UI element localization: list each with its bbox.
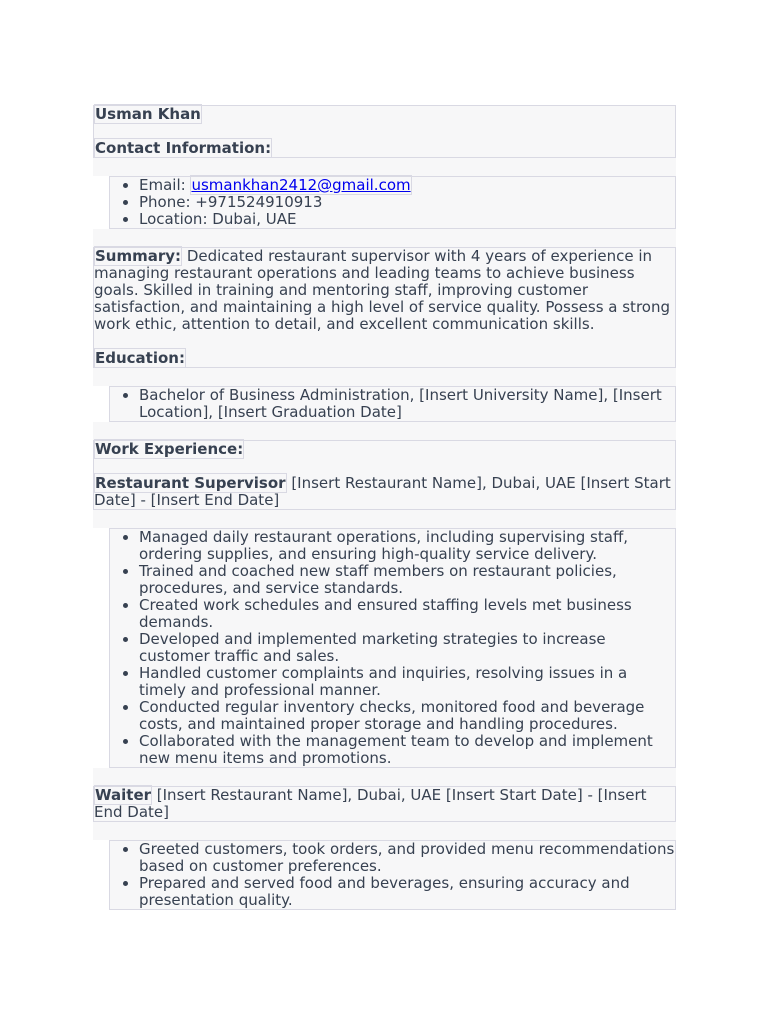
email-link[interactable]: usmankhan2412@gmail.com [191, 176, 411, 194]
summary-text: Dedicated restaurant supervisor with 4 years of experience in managing restaurant operations and leading teams to achieve business goals. Skilled in training and mentoring staff, improving customer satisfaction, and maintaining a high level of service quality. Possess a strong work ethic, attention to detail, and excellent communication skills. [94, 247, 670, 333]
supervisor-duties-list [109, 528, 676, 768]
contact-email-item [139, 177, 675, 194]
candidate-name: Usman Khan [95, 105, 201, 123]
list-item: • Trained and coached new staff members on restaurant policies, procedures, and service standards. [139, 563, 675, 597]
contact-list [109, 176, 676, 229]
list-item: • Created work schedules and ensured staffing levels met business demands. [139, 597, 675, 631]
list-item: • Greeted customers, took orders, and provided menu recommendations based on customer preferences. [139, 841, 675, 875]
email-label: Email: [139, 176, 191, 194]
list-item: • Managed daily restaurant operations, including supervising staff, ordering supplies, and ensuring high-quality service delivery. [139, 529, 675, 563]
education-item: • Bachelor of Business Administration, [Insert University Name], [Insert Location], [Insert Graduation Date] [139, 387, 675, 421]
list-item: • Conducted regular inventory checks, monitored food and beverage costs, and maintained proper storage and handling procedures. [139, 699, 675, 733]
summary-heading: Summary: [95, 247, 182, 265]
contact-heading-line [94, 140, 675, 157]
list-item: • Developed and implemented marketing strategies to increase customer traffic and sales. [139, 631, 675, 665]
contact-heading: Contact Information: [95, 139, 272, 157]
list-item: • Handled customer complaints and inquiries, resolving issues in a timely and professional manner. [139, 665, 675, 699]
education-heading: Education: [95, 349, 185, 367]
contact-phone-item: • Phone: +971524910913 [139, 194, 675, 211]
summary-block [93, 247, 676, 368]
work-header-block [93, 440, 676, 510]
work-heading-line [94, 441, 675, 458]
job-line-waiter [94, 787, 675, 821]
waiter-duties-list [109, 840, 676, 910]
job-details-supervisor: [Insert Restaurant Name], Dubai, UAE [Insert Start Date] - [Insert End Date] [94, 474, 671, 509]
job-title-supervisor: Restaurant Supervisor [95, 474, 286, 492]
job-title-waiter: Waiter [95, 786, 152, 804]
list-item: • Collaborated with the management team to develop and implement new menu items and promotions. [139, 733, 675, 767]
work-heading: Work Experience: [95, 440, 244, 458]
education-list [109, 386, 676, 422]
list-item: • Prepared and served food and beverages, ensuring accuracy and presentation quality. [139, 875, 675, 909]
job-line-supervisor [94, 475, 675, 509]
education-heading-line [94, 350, 675, 367]
waiter-header-block [93, 786, 676, 822]
resume-document [93, 105, 676, 910]
summary-paragraph [94, 248, 675, 333]
job-details-waiter: [Insert Restaurant Name], Dubai, UAE [Insert Start Date] - [Insert End Date] [94, 786, 647, 821]
contact-location-item: • Location: Dubai, UAE [139, 211, 675, 228]
header-block [93, 105, 676, 158]
name-line [94, 106, 675, 123]
